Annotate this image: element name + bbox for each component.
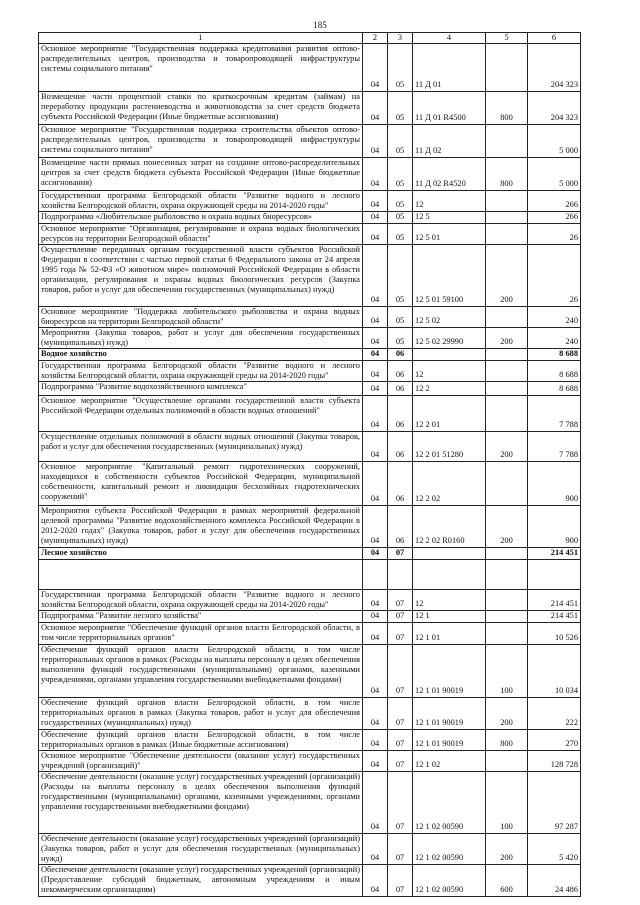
- row-expense-type: [486, 125, 528, 158]
- table-row: [39, 548, 581, 560]
- row-amount: 900: [528, 462, 581, 506]
- table-row: [39, 328, 581, 349]
- table-row: [39, 698, 581, 730]
- table-row: [39, 349, 581, 361]
- row-description: Обеспечение деятельности (оказание услуг) государственных учреждений (организаций) (Расходы на выплаты персоналу в целях обеспечения выполнения функций государственными (муниципальными) органами, казенными учреждениями, органами управления государственными внебюджетными фондами): [39, 772, 363, 834]
- row-section: 04: [363, 125, 388, 158]
- row-subsection: 07: [388, 645, 413, 698]
- row-amount: 8 688: [528, 361, 581, 382]
- table-row: [39, 865, 581, 897]
- row-section: 04: [363, 645, 388, 698]
- row-subsection: 07: [388, 623, 413, 645]
- row-section: 04: [363, 245, 388, 307]
- table-row: [39, 611, 581, 623]
- row-subsection: 07: [388, 611, 413, 623]
- table-row: [39, 834, 581, 865]
- row-target-article: [413, 548, 486, 560]
- row-expense-type: 100: [486, 772, 528, 834]
- row-amount: 7 788: [528, 432, 581, 462]
- row-amount: 204 323: [528, 92, 581, 125]
- row-section: 04: [363, 548, 388, 560]
- row-section: 04: [363, 307, 388, 328]
- row-subsection: 05: [388, 307, 413, 328]
- row-target-article: 12 1 01 90019: [413, 698, 486, 730]
- row-expense-type: 200: [486, 834, 528, 865]
- row-description: Обеспечение деятельности (оказание услуг) государственных учреждений (организаций) (Предоставление субсидий бюджетным, автономным учреждениям и иным некоммерческим организациям): [39, 865, 363, 897]
- table-row: [39, 382, 581, 396]
- row-target-article: 12 2 02 R0160: [413, 506, 486, 548]
- row-subsection: 06: [388, 349, 413, 361]
- row-expense-type: 200: [486, 245, 528, 307]
- row-description: Мероприятия субъекта Российской Федерации в рамках мероприятий федеральной целевой программы "Развитие водохозяйственного комплекса Российской Федерации в 2012-2020 годах" (Закупка товаров, работ и услуг для обеспечения государственных (муниципальных) нужд): [39, 506, 363, 548]
- row-section: 04: [363, 751, 388, 772]
- row-target-article: 12: [413, 361, 486, 382]
- row-subsection: 07: [388, 865, 413, 897]
- table-row: [39, 212, 581, 224]
- row-section: 04: [363, 396, 388, 432]
- row-expense-type: 800: [486, 158, 528, 191]
- row-section: 04: [363, 361, 388, 382]
- row-subsection: 05: [388, 158, 413, 191]
- row-target-article: 11 Д 01 R4500: [413, 92, 486, 125]
- row-section: 04: [363, 834, 388, 865]
- row-expense-type: 200: [486, 698, 528, 730]
- row-amount: 5 000: [528, 125, 581, 158]
- row-subsection: 07: [388, 751, 413, 772]
- table-row: [39, 158, 581, 191]
- table-row: [39, 730, 581, 751]
- row-section: 04: [363, 462, 388, 506]
- row-description: Основное мероприятие "Капитальный ремонт гидротехнических сооружений, находящихся в собственности субъектов Российской Федерации, муниципальной собственности, капитальный ремонт и ликвидация бесхозяйных гидротехнических сооружений": [39, 462, 363, 506]
- row-amount: 8 688: [528, 382, 581, 396]
- row-amount: 240: [528, 328, 581, 349]
- header-cell: 1: [39, 33, 363, 44]
- row-subsection: 06: [388, 462, 413, 506]
- row-amount: 5 000: [528, 158, 581, 191]
- table-row: [39, 307, 581, 328]
- row-section: 04: [363, 623, 388, 645]
- row-subsection: 05: [388, 92, 413, 125]
- row-expense-type: [486, 590, 528, 611]
- table-row: [39, 462, 581, 506]
- row-description: Обеспечение функций органов власти Белгородской области, в том числе территориальных органов в рамках (Иные бюджетные ассигнования): [39, 730, 363, 751]
- row-expense-type: [486, 611, 528, 623]
- header-cell: 3: [388, 33, 413, 44]
- row-expense-type: [486, 382, 528, 396]
- row-section: 04: [363, 382, 388, 396]
- row-amount: 26: [528, 224, 581, 245]
- row-description: Основное мероприятие "Обеспечение функций органов власти Белгородской области, в том числе территориальных органов": [39, 623, 363, 645]
- row-description: Подпрограмма "Развитие водохозяйственного комплекса": [39, 382, 363, 396]
- row-description: Мероприятия (Закупка товаров, работ и услуг для обеспечения государственных (муниципальных) нужд): [39, 328, 363, 349]
- table-row: [39, 560, 581, 590]
- row-target-article: 12: [413, 590, 486, 611]
- row-target-article: 12 1 02 00590: [413, 772, 486, 834]
- row-section: 04: [363, 730, 388, 751]
- row-amount: 5 420: [528, 834, 581, 865]
- row-amount: 214 451: [528, 611, 581, 623]
- row-target-article: 12 2 01: [413, 396, 486, 432]
- row-section: 04: [363, 611, 388, 623]
- row-subsection: 07: [388, 772, 413, 834]
- table-row: [39, 224, 581, 245]
- row-description: Подпрограмма «Любительское рыболовство и охрана водных биоресурсов»: [39, 212, 363, 224]
- row-subsection: [388, 560, 413, 590]
- row-amount: 266: [528, 212, 581, 224]
- table-row: [39, 245, 581, 307]
- row-section: 04: [363, 92, 388, 125]
- row-amount: 900: [528, 506, 581, 548]
- row-expense-type: 200: [486, 506, 528, 548]
- table-row: [39, 772, 581, 834]
- row-subsection: 07: [388, 548, 413, 560]
- header-cell: 2: [363, 33, 388, 44]
- row-target-article: 12 5 02 29990: [413, 328, 486, 349]
- budget-table: [38, 32, 581, 897]
- row-subsection: 05: [388, 125, 413, 158]
- header-row: [39, 33, 581, 44]
- row-description: Подпрограмма "Развитие лесного хозяйства": [39, 611, 363, 623]
- header-cell: 4: [413, 33, 486, 44]
- row-description: Возмещение части процентной ставки по краткосрочным кредитам (займам) на переработку продукции растениеводства и животноводства за счет средств бюджета субъекта Российской Федерации (Иные бюджетные ассигнования): [39, 92, 363, 125]
- row-expense-type: [486, 44, 528, 92]
- table-row: [39, 44, 581, 92]
- row-description: Осуществление переданных органам государственной власти субъектов Российской Федерации в соответствии с частью первой статьи 6 Федерального закона от 24 апреля 1995 года № 52-ФЗ «О животном мире» полномочий Российской Федерации в области организации, регулирования и охраны водных биологических ресурсов (Закупка товаров, работ и услуг для обеспечения государственных (муниципальных) нужд): [39, 245, 363, 307]
- row-description: Основное мероприятие "Государственная поддержка кредитования развития оптово-распределительных центров, производства и товаропроводящей инфраструктуры системы социального питания": [39, 44, 363, 92]
- row-target-article: 12 5 01 59100: [413, 245, 486, 307]
- row-description: Обеспечение функций органов власти Белгородской области, в том числе территориальных органов в рамках (Расходы на выплаты персоналу в целях обеспечения выполнения функций государственными (муниципальными) органами, казенными учреждениями, органами управления государственными внебюджетными фондами): [39, 645, 363, 698]
- row-target-article: 12 2: [413, 382, 486, 396]
- row-amount: [528, 560, 581, 590]
- row-description: Основное мероприятие "Осуществление органами государственной власти субъекта Российской Федерации отдельных полномочий в области водных отношений": [39, 396, 363, 432]
- row-amount: 10 034: [528, 645, 581, 698]
- row-target-article: 11 Д 02: [413, 125, 486, 158]
- row-description: Обеспечение деятельности (оказание услуг) государственных учреждений (организаций) (Закупка товаров, работ и услуг для обеспечения государственных (муниципальных) нужд): [39, 834, 363, 865]
- row-target-article: 11 Д 01: [413, 44, 486, 92]
- row-section: 04: [363, 865, 388, 897]
- row-section: 04: [363, 698, 388, 730]
- row-expense-type: [486, 751, 528, 772]
- row-target-article: 12 2 01 51280: [413, 432, 486, 462]
- row-expense-type: [486, 548, 528, 560]
- row-description: Водное хозяйство: [39, 349, 363, 361]
- row-description: Возмещение части прямых понесенных затрат на создание оптово-распределительных центров за счет средств бюджета субъекта Российской Федерации (Иные бюджетные ассигнования): [39, 158, 363, 191]
- row-target-article: 12 1 02 00590: [413, 834, 486, 865]
- row-section: 04: [363, 590, 388, 611]
- row-target-article: 12 5: [413, 212, 486, 224]
- row-subsection: 06: [388, 432, 413, 462]
- table-row: [39, 125, 581, 158]
- row-description: Государственная программа Белгородской области "Развитие водного и лесного хозяйства Белгородской области, охрана окружающей среды на 2014-2020 годы": [39, 191, 363, 212]
- row-description: Основное мероприятие "Поддержка любительского рыболовства и охрана водных биоресурсов на территории Белгородской области": [39, 307, 363, 328]
- row-expense-type: [486, 212, 528, 224]
- row-expense-type: [486, 361, 528, 382]
- row-expense-type: 800: [486, 92, 528, 125]
- row-amount: 128 728: [528, 751, 581, 772]
- row-target-article: 12 5 02: [413, 307, 486, 328]
- row-expense-type: [486, 462, 528, 506]
- row-target-article: [413, 349, 486, 361]
- row-target-article: 12 1 02: [413, 751, 486, 772]
- row-target-article: 12 1: [413, 611, 486, 623]
- row-amount: 204 323: [528, 44, 581, 92]
- row-description: Государственная программа Белгородской области "Развитие водного и лесного хозяйства Белгородской области, охрана окружающей среды на 2014-2020 годы": [39, 590, 363, 611]
- row-amount: 214 451: [528, 548, 581, 560]
- row-expense-type: 100: [486, 645, 528, 698]
- row-expense-type: [486, 224, 528, 245]
- row-amount: 270: [528, 730, 581, 751]
- table-row: [39, 432, 581, 462]
- row-expense-type: [486, 560, 528, 590]
- row-target-article: 12 1 02 00590: [413, 865, 486, 897]
- row-subsection: 05: [388, 245, 413, 307]
- row-section: 04: [363, 506, 388, 548]
- row-description: Осуществление отдельных полномочий в области водных отношений (Закупка товаров, работ и услуг для обеспечения государственных (муниципальных) нужд): [39, 432, 363, 462]
- row-target-article: 12 1 01 90019: [413, 645, 486, 698]
- row-subsection: 05: [388, 212, 413, 224]
- row-amount: 7 788: [528, 396, 581, 432]
- table-row: [39, 623, 581, 645]
- row-description: Основное мероприятие "Государственная поддержка строительства объектов оптово-распределительных центров, производства и товаропроводящей инфраструктуры системы социального питания": [39, 125, 363, 158]
- row-subsection: 05: [388, 44, 413, 92]
- row-target-article: 12 1 01: [413, 623, 486, 645]
- row-description: Основное мероприятие "Организация, регулирование и охрана водных биологических ресурсов на территории Белгородской области": [39, 224, 363, 245]
- table-row: [39, 645, 581, 698]
- row-expense-type: [486, 396, 528, 432]
- page-number: 185: [313, 20, 327, 30]
- row-expense-type: 600: [486, 865, 528, 897]
- table-row: [39, 361, 581, 382]
- table-row: [39, 92, 581, 125]
- row-expense-type: [486, 307, 528, 328]
- row-subsection: 07: [388, 730, 413, 751]
- header-cell: 6: [528, 33, 581, 44]
- table-row: [39, 590, 581, 611]
- row-target-article: 12 1 01 90019: [413, 730, 486, 751]
- row-subsection: 05: [388, 328, 413, 349]
- row-amount: 222: [528, 698, 581, 730]
- row-amount: 10 526: [528, 623, 581, 645]
- row-section: 04: [363, 349, 388, 361]
- row-section: 04: [363, 191, 388, 212]
- row-section: 04: [363, 212, 388, 224]
- row-target-article: [413, 560, 486, 590]
- row-amount: 214 451: [528, 590, 581, 611]
- row-amount: 26: [528, 245, 581, 307]
- row-target-article: 11 Д 02 R4520: [413, 158, 486, 191]
- row-section: 04: [363, 328, 388, 349]
- row-expense-type: [486, 349, 528, 361]
- row-subsection: 07: [388, 834, 413, 865]
- row-section: 04: [363, 44, 388, 92]
- row-section: 04: [363, 224, 388, 245]
- row-subsection: 06: [388, 382, 413, 396]
- row-subsection: 07: [388, 698, 413, 730]
- row-description: Основное мероприятие "Обеспечение деятельности (оказание услуг) государственных учреждений (организаций)": [39, 751, 363, 772]
- row-expense-type: 800: [486, 730, 528, 751]
- table-row: [39, 751, 581, 772]
- row-section: 04: [363, 432, 388, 462]
- row-section: [363, 560, 388, 590]
- row-description: Обеспечение функций органов власти Белгородской области, в том числе территориальных органов в рамках (Закупка товаров, работ и услуг для обеспечения государственных (муниципальных) нужд): [39, 698, 363, 730]
- row-amount: 8 688: [528, 349, 581, 361]
- table-row: [39, 506, 581, 548]
- row-subsection: 05: [388, 191, 413, 212]
- row-subsection: 06: [388, 506, 413, 548]
- row-target-article: 12: [413, 191, 486, 212]
- row-description: Государственная программа Белгородской области "Развитие водного и лесного хозяйства Белгородской области, охрана окружающей среды на 2014-2020 годы": [39, 361, 363, 382]
- row-expense-type: [486, 623, 528, 645]
- row-subsection: 06: [388, 396, 413, 432]
- table-row: [39, 191, 581, 212]
- row-expense-type: 200: [486, 432, 528, 462]
- row-amount: 266: [528, 191, 581, 212]
- row-subsection: 07: [388, 590, 413, 611]
- row-target-article: 12 2 02: [413, 462, 486, 506]
- row-description: [39, 560, 363, 590]
- row-expense-type: [486, 191, 528, 212]
- header-cell: 5: [486, 33, 528, 44]
- table-row: [39, 396, 581, 432]
- row-description: Лесное хозяйство: [39, 548, 363, 560]
- row-expense-type: 200: [486, 328, 528, 349]
- row-section: 04: [363, 158, 388, 191]
- row-target-article: 12 5 01: [413, 224, 486, 245]
- row-amount: 24 486: [528, 865, 581, 897]
- row-section: 04: [363, 772, 388, 834]
- row-amount: 97 287: [528, 772, 581, 834]
- row-amount: 240: [528, 307, 581, 328]
- row-subsection: 05: [388, 224, 413, 245]
- row-subsection: 06: [388, 361, 413, 382]
